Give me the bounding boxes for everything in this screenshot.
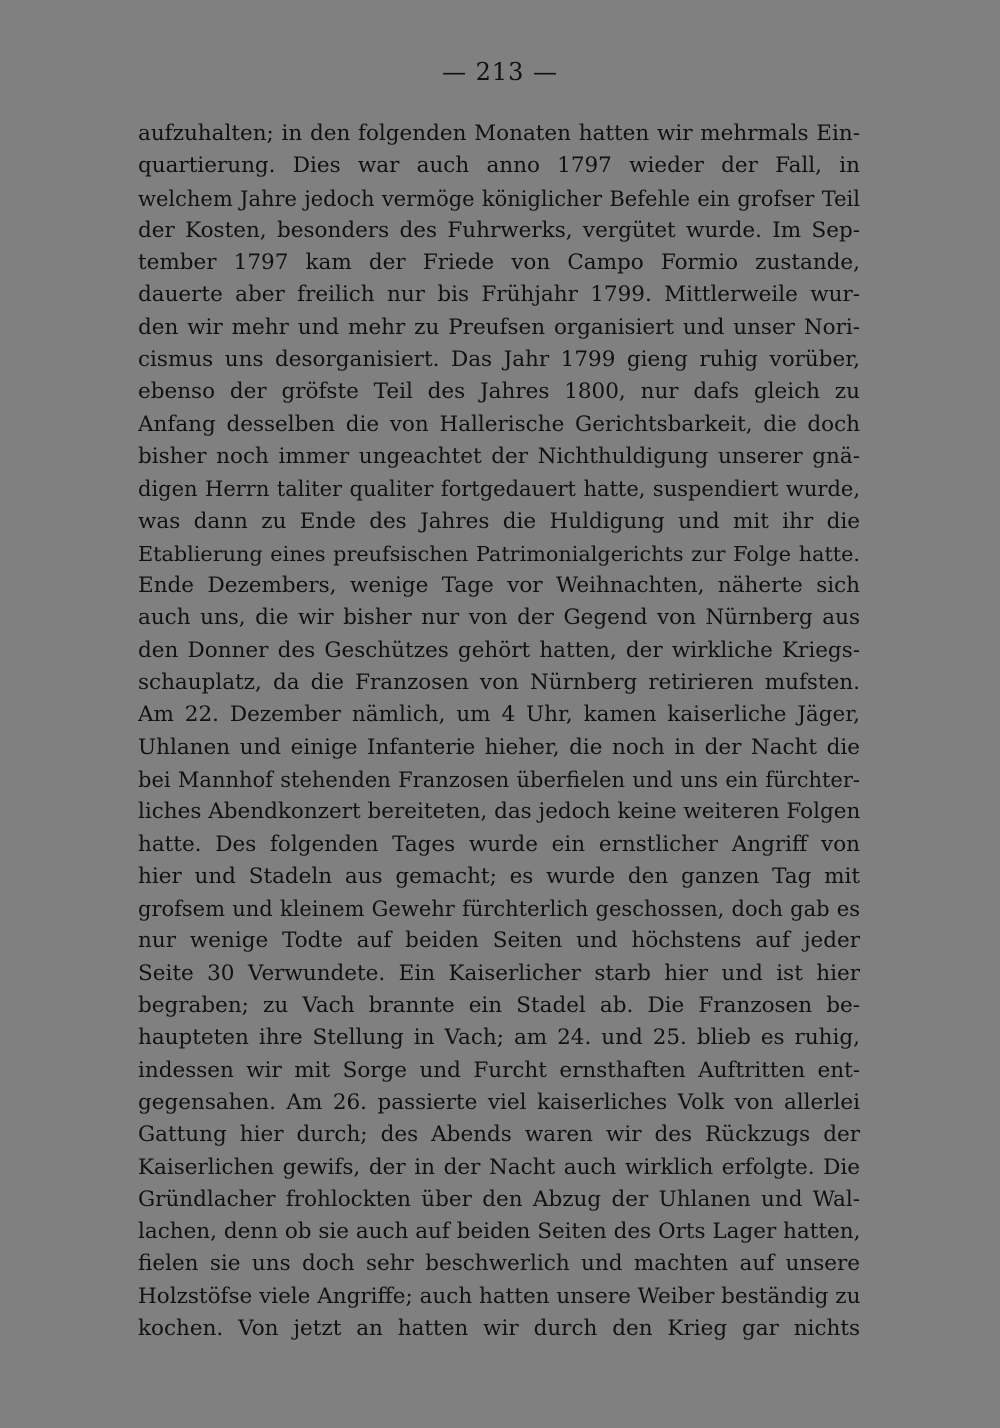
text-line: Uhlanen und einige Infanterie hieher, die noch in der Nacht die [138, 734, 860, 760]
text-line: fielen sie uns doch sehr beschwerlich und machten auf unsere [138, 1251, 860, 1277]
text-line: kochen. Von jetzt an hatten wir durch den Krieg gar nichts [138, 1315, 860, 1341]
text-line: hier und Stadeln aus gemacht; es wurde den ganzen Tag mit [138, 863, 860, 889]
text-line: Ende Dezembers, wenige Tage vor Weihnachten, näherte sich [138, 573, 860, 599]
text-line: ebenso der gröfste Teil des Jahres 1800, nur dafs gleich zu [138, 379, 860, 405]
text-line: gegensahen. Am 26. passierte viel kaiserliches Volk von allerlei [138, 1089, 860, 1115]
text-line: cismus uns desorganisiert. Das Jahr 1799 gieng ruhig vorüber, [138, 347, 860, 373]
text-line: Seite 30 Verwundete. Ein Kaiserlicher starb hier und ist hier [138, 960, 860, 986]
text-line: den Donner des Geschützes gehört hatten, der wirkliche Kriegs- [138, 637, 860, 663]
text-line: welchem Jahre jedoch vermöge königlicher Befehle ein grofser Teil [138, 186, 860, 211]
text-line: quartierung. Dies war auch anno 1797 wieder der Fall, in [138, 153, 860, 179]
text-line: bisher noch immer ungeachtet der Nichthuldigung unserer gnä- [138, 443, 860, 469]
text-line: Gründlacher frohlockten über den Abzug der Uhlanen und Wal- [138, 1186, 860, 1212]
text-line: Anfang desselben die von Hallerische Gerichtsbarkeit, die doch [138, 411, 860, 437]
text-line: liches Abendkonzert bereiteten, das jedoch keine weiteren Folgen [138, 799, 860, 825]
body-text [138, 118, 860, 1345]
text-line: der Kosten, besonders des Fuhrwerks, vergütet wurde. Im Sep- [138, 217, 860, 243]
text-line: aufzuhalten; in den folgenden Monaten hatten wir mehrmals Ein- [138, 121, 860, 146]
text-line: Gattung hier durch; des Abends waren wir des Rückzugs der [138, 1122, 860, 1148]
text-line: Holzstöfse viele Angriffe; auch hatten unsere Weiber beständig zu [138, 1283, 860, 1309]
text-line: grofsem und kleinem Gewehr fürchterlich geschossen, doch gab es [138, 897, 860, 922]
text-line: auch uns, die wir bisher nur von der Gegend von Nürnberg aus [138, 605, 860, 631]
text-line: digen Herrn taliter qualiter fortgedauert hatte, suspendiert wurde, [138, 477, 860, 502]
text-line: bei Mannhof stehenden Franzosen überfielen und uns ein fürchter- [138, 767, 860, 792]
text-line: tember 1797 kam der Friede von Campo Formio zustande, [138, 250, 860, 276]
text-line: haupteten ihre Stellung in Vach; am 24. und 25. blieb es ruhig, [138, 1025, 860, 1051]
text-line: Kaiserlichen gewifs, der in der Nacht auch wirklich erfolgte. Die [138, 1154, 860, 1180]
text-line: begraben; zu Vach brannte ein Stadel ab. Die Franzosen be- [138, 993, 860, 1019]
text-line: was dann zu Ende des Jahres die Huldigung und mit ihr die [138, 508, 860, 534]
text-line: den wir mehr und mehr zu Preufsen organisiert und unser Nori- [138, 314, 860, 340]
text-line: indessen wir mit Sorge und Furcht ernsthaften Auftritten ent- [138, 1057, 860, 1083]
text-line: Am 22. Dezember nämlich, um 4 Uhr, kamen kaiserliche Jäger, [138, 702, 860, 728]
text-line: schauplatz, da die Franzosen von Nürnberg retirieren mufsten. [138, 670, 860, 696]
text-line: dauerte aber freilich nur bis Frühjahr 1799. Mittlerweile wur- [138, 282, 860, 308]
page-number: — 213 — [441, 58, 559, 86]
text-line: lachen, denn ob sie auch auf beiden Seiten des Orts Lager hatten, [138, 1219, 860, 1245]
text-line: hatte. Des folgenden Tages wurde ein ernstlicher Angriff von [138, 831, 860, 857]
text-line: nur wenige Todte auf beiden Seiten und höchstens auf jeder [138, 928, 860, 954]
text-line: Etablierung eines preufsischen Patrimonialgerichts zur Folge hatte. [138, 541, 860, 566]
